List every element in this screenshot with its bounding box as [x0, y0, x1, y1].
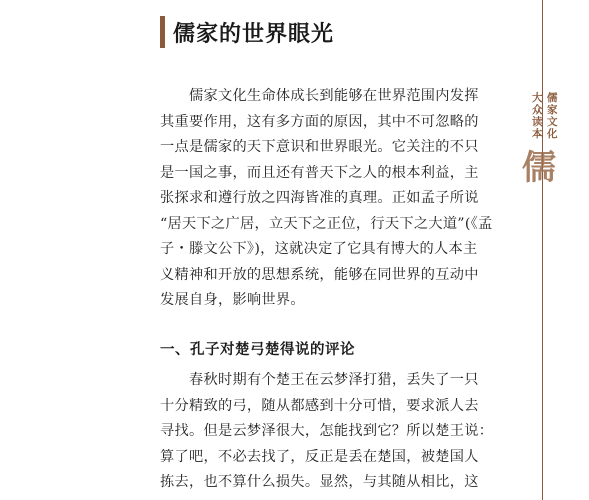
- paragraph-line: 十分精致的弓，随从都感到十分可惜，要求派人去: [160, 397, 479, 414]
- chapter-title-block: [160, 15, 334, 49]
- series-title-column: [547, 92, 558, 140]
- series-char: 大: [532, 92, 543, 104]
- series-char: 文: [547, 116, 558, 128]
- paragraph-line: 其重要作用，这有多方面的原因，其中不可忽略的: [160, 113, 479, 130]
- series-char: 化: [547, 128, 558, 140]
- chapter-title: 儒家的世界眼光: [173, 21, 335, 47]
- intro-paragraph: [160, 84, 500, 314]
- section-heading: 一、孔子对楚弓楚得说的评论: [160, 342, 355, 358]
- paragraph-line: 义精神和开放的思想系统，能够在同世界的互动中: [160, 266, 479, 283]
- section-paragraph: [160, 368, 500, 496]
- paragraph-line: 春秋时期有个楚王在云梦泽打猎，丢失了一只: [189, 372, 479, 388]
- series-char: 本: [532, 128, 543, 140]
- title-accent-bar: [160, 16, 165, 48]
- paragraph-line: 张探求和遵行放之四海皆准的真理。正如孟子所说: [160, 190, 479, 206]
- paragraph-line: 儒家文化生命体成长到能够在世界范围内发挥: [189, 88, 479, 104]
- paragraph-line: 是一国之事，而且还有普天下之人的根本利益，主: [160, 164, 479, 181]
- paragraph-line: “居天下之广居，立天下之正位，行天下之大道”(《孟: [160, 215, 493, 232]
- margin-rule: [542, 0, 543, 500]
- seal-character: 儒: [522, 147, 556, 188]
- series-char: 读: [532, 116, 543, 128]
- paragraph-line: 一点是儒家的天下意识和世界眼光。它关注的不只: [160, 139, 479, 155]
- paragraph-line: 寻找。但是云梦泽很大，怎能找到它？所以楚王说：: [160, 423, 494, 439]
- paragraph-line: 拣去，也不算什么损失。显然，与其随从相比，这: [160, 474, 479, 490]
- series-char: 众: [532, 104, 543, 116]
- series-char: 儒: [547, 92, 558, 104]
- series-char: 家: [547, 104, 558, 116]
- series-subtitle-column: [532, 92, 543, 140]
- paragraph-line: 子・滕文公下》)，这就决定了它具有博大的人本主: [160, 241, 478, 257]
- paragraph-line: 算了吧，不必去找了，反正是丢在楚国，被楚国人: [160, 448, 479, 465]
- calligraphy-seal-icon: [520, 144, 558, 188]
- paragraph-line: 发展自身，影响世界。: [160, 292, 305, 308]
